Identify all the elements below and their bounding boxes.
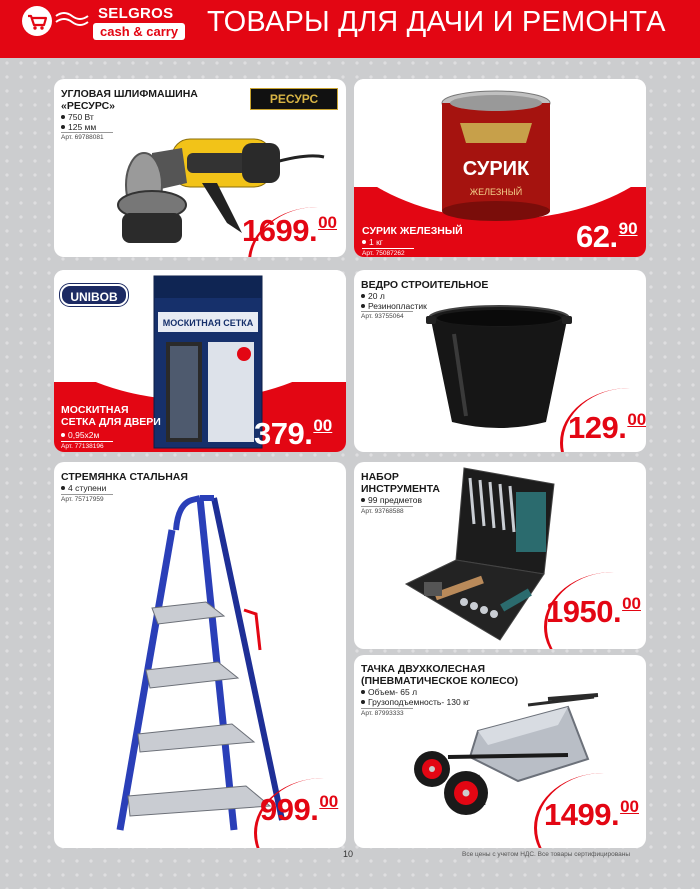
price: 1950.00: [546, 594, 641, 629]
unibob-brand-logo: UNIBOB: [60, 284, 128, 306]
mosquito-net-box-image: [148, 274, 268, 450]
brand-subtitle: cash & carry: [93, 23, 185, 40]
product-features: 99 предметов: [361, 495, 422, 505]
product-card-grinder[interactable]: [54, 79, 346, 257]
product-features: 1 кг: [362, 237, 383, 247]
product-card-paint[interactable]: [354, 79, 646, 257]
page-number: 10: [343, 849, 354, 859]
paint-can-image: [426, 85, 566, 225]
product-card-ladder[interactable]: [54, 462, 346, 848]
product-card-mosquito-net[interactable]: [54, 270, 346, 452]
price: 1499.00: [544, 797, 639, 832]
product-name: МОСКИТНАЯ СЕТКА ДЛЯ ДВЕРИ: [61, 404, 161, 428]
bucket-image: [424, 304, 574, 434]
selgros-logo[interactable]: [22, 4, 196, 44]
product-name: ВЕДРО СТРОИТЕЛЬНОЕ: [361, 279, 489, 291]
article-number: Арт. 87993333: [361, 708, 413, 717]
product-card-toolset[interactable]: [354, 462, 646, 649]
article-number: Арт. 93755064: [361, 311, 413, 320]
article-number: Арт. 77138196: [61, 441, 113, 450]
step-ladder-image: [114, 490, 294, 840]
cart-icon: [22, 6, 52, 36]
svg-text:СУРИК: СУРИК: [462, 158, 530, 180]
article-number: Арт. 75717959: [61, 494, 113, 503]
resurs-brand-logo: РЕСУРС: [250, 88, 338, 110]
svg-text:МОСКИТНАЯ СЕТКА: МОСКИТНАЯ СЕТКА: [162, 318, 254, 328]
product-card-bucket[interactable]: [354, 270, 646, 452]
header-bar: [0, 0, 700, 58]
page-title: ТОВАРЫ ДЛЯ ДАЧИ И РЕМОНТА: [207, 6, 666, 38]
toolset-case-image: [404, 464, 564, 644]
product-features: 4 ступени: [61, 483, 106, 493]
article-number: Арт. 93768588: [361, 506, 413, 515]
product-features: 20 л Резинопластик: [361, 291, 427, 311]
brand-name: SELGROS: [98, 5, 174, 22]
product-name: НАБОР ИНСТРУМЕНТА: [361, 471, 440, 495]
article-number: Арт. 75087262: [362, 248, 414, 257]
price: 129.00: [568, 410, 646, 445]
wave-icon: [54, 8, 90, 32]
article-number: Арт. 69788081: [61, 132, 113, 141]
product-card-wheelbarrow[interactable]: [354, 655, 646, 848]
product-name: ТАЧКА ДВУХКОЛЕСНАЯ (ПНЕВМАТИЧЕСКОЕ КОЛЕСО): [361, 663, 519, 687]
footer-note: Все цены с учетом НДС. Все товары сертифицированы: [462, 851, 631, 858]
svg-text:ЖЕЛЕЗНЫЙ: ЖЕЛЕЗНЫЙ: [469, 187, 523, 197]
product-features: Объем- 65 л Грузоподъемность- 130 кг: [361, 687, 470, 707]
product-features: 750 Вт 125 мм: [61, 112, 96, 132]
price: 1699.00: [242, 213, 337, 248]
price: 62.90: [576, 219, 638, 254]
product-name: СУРИК ЖЕЛЕЗНЫЙ: [362, 225, 463, 237]
price: 999.00: [260, 792, 339, 827]
product-name: УГЛОВАЯ ШЛИФМАШИНА «РЕСУРС»: [61, 88, 198, 112]
product-features: 0,95х2м: [61, 430, 99, 440]
product-name: СТРЕМЯНКА СТАЛЬНАЯ: [61, 471, 188, 483]
price: 379.00: [254, 416, 333, 451]
